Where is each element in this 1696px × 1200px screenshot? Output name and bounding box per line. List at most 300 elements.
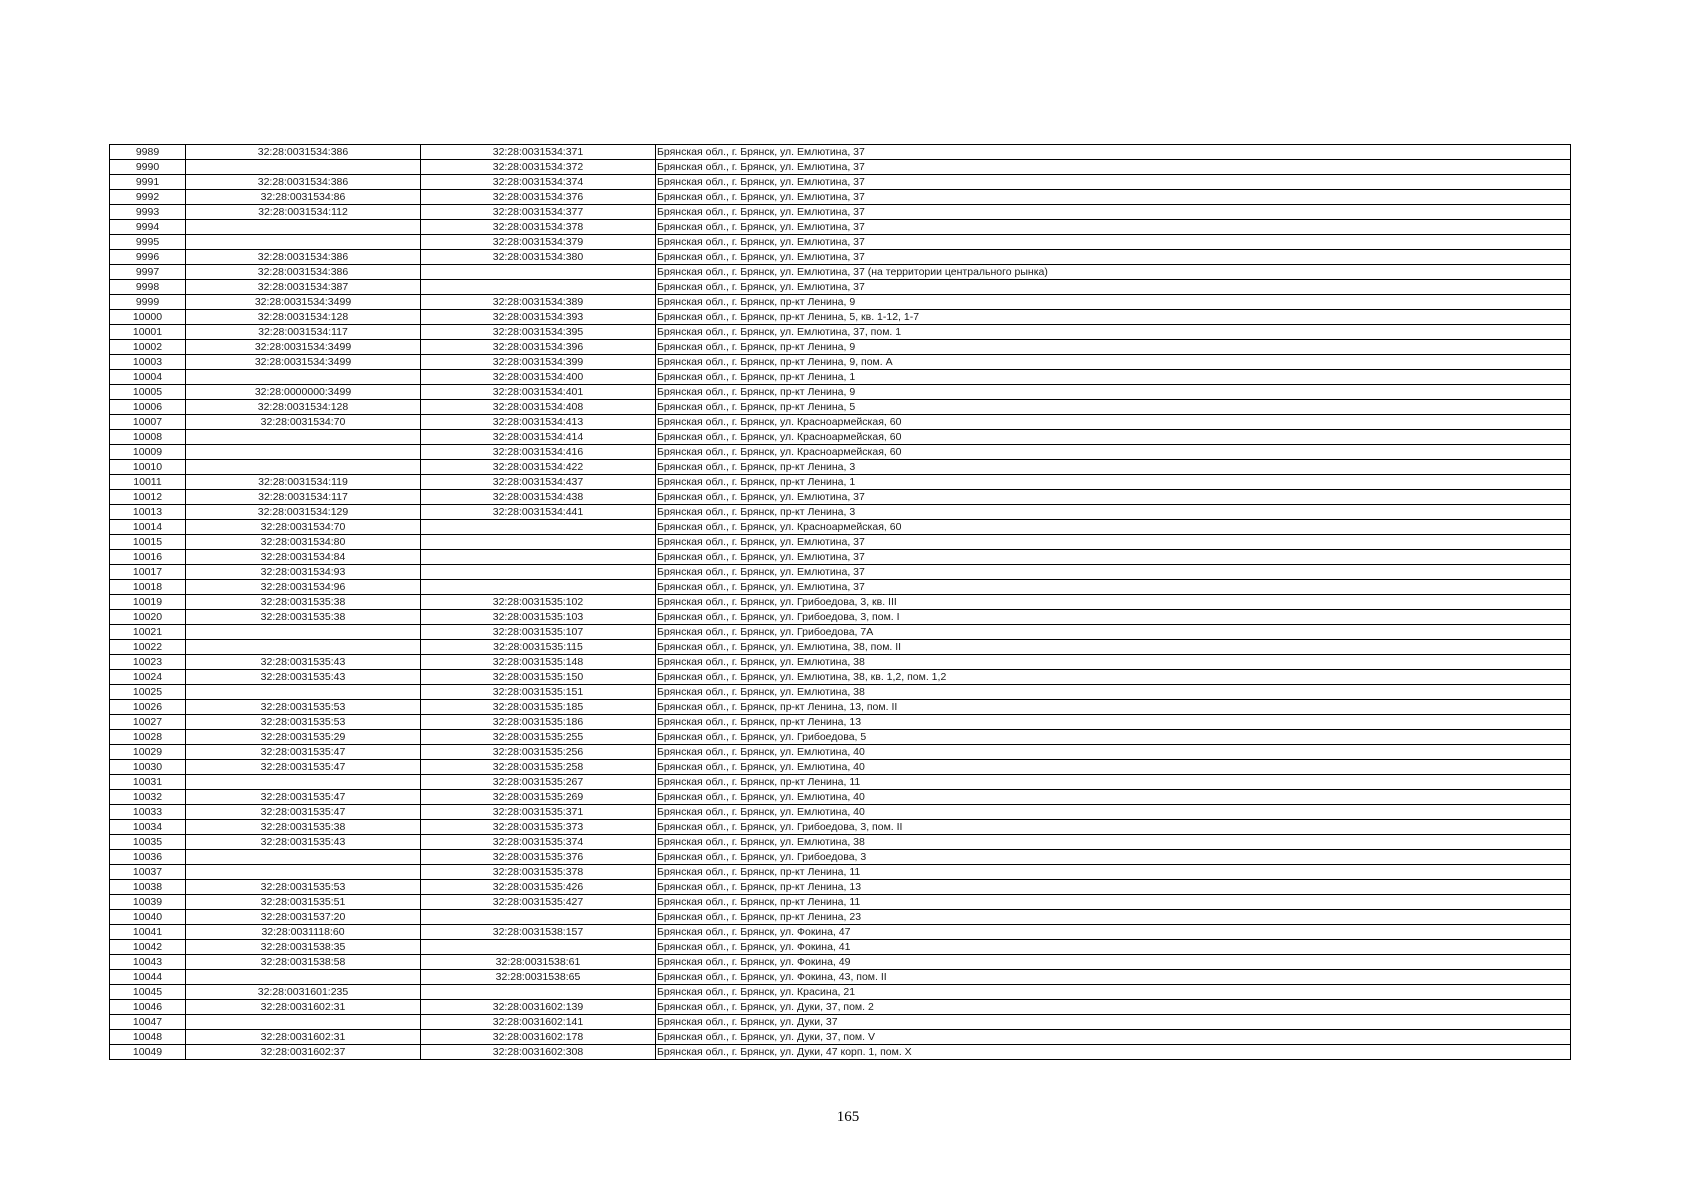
row-number-cell: 10023 — [110, 655, 186, 670]
land-cadastral-number-cell: 32:28:0031535:47 — [186, 805, 421, 820]
object-cadastral-number-cell: 32:28:0031534:372 — [421, 160, 656, 175]
table-row — [110, 1015, 1571, 1030]
land-cadastral-number-cell: 32:28:0031535:53 — [186, 700, 421, 715]
row-number-cell: 9999 — [110, 295, 186, 310]
table-row — [110, 295, 1571, 310]
address-cell: Брянская обл., г. Брянск, ул. Емлютина, 40 — [656, 760, 1571, 775]
row-number-cell: 10031 — [110, 775, 186, 790]
land-cadastral-number-cell — [186, 235, 421, 250]
object-cadastral-number-cell: 32:28:0031535:103 — [421, 610, 656, 625]
table-row — [110, 925, 1571, 940]
table-row — [110, 655, 1571, 670]
object-cadastral-number-cell: 32:28:0031534:416 — [421, 445, 656, 460]
land-cadastral-number-cell: 32:28:0031602:37 — [186, 1045, 421, 1060]
land-cadastral-number-cell — [186, 865, 421, 880]
address-cell: Брянская обл., г. Брянск, пр-кт Ленина, 23 — [656, 910, 1571, 925]
object-cadastral-number-cell: 32:28:0031535:374 — [421, 835, 656, 850]
row-number-cell: 10041 — [110, 925, 186, 940]
row-number-cell: 10019 — [110, 595, 186, 610]
land-cadastral-number-cell: 32:28:0031535:43 — [186, 835, 421, 850]
table-row — [110, 985, 1571, 1000]
object-cadastral-number-cell — [421, 910, 656, 925]
object-cadastral-number-cell: 32:28:0031534:376 — [421, 190, 656, 205]
table-row — [110, 355, 1571, 370]
land-cadastral-number-cell: 32:28:0031534:93 — [186, 565, 421, 580]
address-cell: Брянская обл., г. Брянск, ул. Дуки, 37, пом. V — [656, 1030, 1571, 1045]
object-cadastral-number-cell: 32:28:0031535:185 — [421, 700, 656, 715]
address-cell: Брянская обл., г. Брянск, ул. Красноармейская, 60 — [656, 520, 1571, 535]
row-number-cell: 9998 — [110, 280, 186, 295]
table-row — [110, 1030, 1571, 1045]
table-row — [110, 190, 1571, 205]
land-cadastral-number-cell: 32:28:0031534:86 — [186, 190, 421, 205]
land-cadastral-number-cell — [186, 460, 421, 475]
table-row — [110, 760, 1571, 775]
land-cadastral-number-cell: 32:28:0031534:119 — [186, 475, 421, 490]
land-cadastral-number-cell — [186, 445, 421, 460]
row-number-cell: 10044 — [110, 970, 186, 985]
row-number-cell: 10021 — [110, 625, 186, 640]
object-cadastral-number-cell: 32:28:0031535:115 — [421, 640, 656, 655]
table-row — [110, 415, 1571, 430]
object-cadastral-number-cell: 32:28:0031535:102 — [421, 595, 656, 610]
address-cell: Брянская обл., г. Брянск, ул. Емлютина, 40 — [656, 790, 1571, 805]
object-cadastral-number-cell: 32:28:0031535:258 — [421, 760, 656, 775]
address-cell: Брянская обл., г. Брянск, ул. Емлютина, 37 — [656, 160, 1571, 175]
land-cadastral-number-cell: 32:28:0031535:53 — [186, 880, 421, 895]
land-cadastral-number-cell: 32:28:0031534:128 — [186, 310, 421, 325]
table-row — [110, 550, 1571, 565]
row-number-cell: 10025 — [110, 685, 186, 700]
row-number-cell: 10043 — [110, 955, 186, 970]
row-number-cell: 10000 — [110, 310, 186, 325]
row-number-cell: 10049 — [110, 1045, 186, 1060]
row-number-cell: 9996 — [110, 250, 186, 265]
table-row — [110, 1000, 1571, 1015]
address-cell: Брянская обл., г. Брянск, ул. Дуки, 37 — [656, 1015, 1571, 1030]
row-number-cell: 9994 — [110, 220, 186, 235]
row-number-cell: 10013 — [110, 505, 186, 520]
table-row — [110, 475, 1571, 490]
table-row — [110, 820, 1571, 835]
table-row — [110, 670, 1571, 685]
address-cell: Брянская обл., г. Брянск, ул. Фокина, 41 — [656, 940, 1571, 955]
address-cell: Брянская обл., г. Брянск, пр-кт Ленина, 1 — [656, 370, 1571, 385]
land-cadastral-number-cell — [186, 370, 421, 385]
land-cadastral-number-cell: 32:28:0031534:3499 — [186, 340, 421, 355]
row-number-cell: 9993 — [110, 205, 186, 220]
object-cadastral-number-cell: 32:28:0031534:399 — [421, 355, 656, 370]
object-cadastral-number-cell — [421, 985, 656, 1000]
table-row — [110, 265, 1571, 280]
row-number-cell: 10008 — [110, 430, 186, 445]
address-cell: Брянская обл., г. Брянск, пр-кт Ленина, 13, пом. II — [656, 700, 1571, 715]
table-row — [110, 685, 1571, 700]
row-number-cell: 10024 — [110, 670, 186, 685]
address-cell: Брянская обл., г. Брянск, ул. Красноармейская, 60 — [656, 430, 1571, 445]
row-number-cell: 10001 — [110, 325, 186, 340]
land-cadastral-number-cell: 32:28:0031602:31 — [186, 1000, 421, 1015]
object-cadastral-number-cell: 32:28:0031535:376 — [421, 850, 656, 865]
row-number-cell: 10038 — [110, 880, 186, 895]
table-row — [110, 955, 1571, 970]
table-row — [110, 880, 1571, 895]
land-cadastral-number-cell — [186, 430, 421, 445]
table-row — [110, 160, 1571, 175]
table-row — [110, 370, 1571, 385]
object-cadastral-number-cell: 32:28:0031534:408 — [421, 400, 656, 415]
land-cadastral-number-cell: 32:28:0031534:117 — [186, 490, 421, 505]
address-cell: Брянская обл., г. Брянск, пр-кт Ленина, 9 — [656, 385, 1571, 400]
object-cadastral-number-cell: 32:28:0031534:441 — [421, 505, 656, 520]
row-number-cell: 10018 — [110, 580, 186, 595]
object-cadastral-number-cell: 32:28:0031534:395 — [421, 325, 656, 340]
address-cell: Брянская обл., г. Брянск, ул. Емлютина, 37 — [656, 175, 1571, 190]
object-cadastral-number-cell: 32:28:0031535:107 — [421, 625, 656, 640]
address-cell: Брянская обл., г. Брянск, ул. Емлютина, 37 — [656, 580, 1571, 595]
table-row — [110, 625, 1571, 640]
address-cell: Брянская обл., г. Брянск, пр-кт Ленина, 11 — [656, 865, 1571, 880]
row-number-cell: 9995 — [110, 235, 186, 250]
land-cadastral-number-cell: 32:28:0031534:84 — [186, 550, 421, 565]
land-cadastral-number-cell: 32:28:0031535:47 — [186, 745, 421, 760]
land-cadastral-number-cell: 32:28:0031535:43 — [186, 670, 421, 685]
address-cell: Брянская обл., г. Брянск, ул. Емлютина, 37 (на территории центрального рынка) — [656, 265, 1571, 280]
table-row — [110, 520, 1571, 535]
row-number-cell: 10017 — [110, 565, 186, 580]
row-number-cell: 10036 — [110, 850, 186, 865]
address-cell: Брянская обл., г. Брянск, ул. Емлютина, 38, кв. 1,2, пом. 1,2 — [656, 670, 1571, 685]
row-number-cell: 10011 — [110, 475, 186, 490]
row-number-cell: 9989 — [110, 145, 186, 160]
table-row — [110, 175, 1571, 190]
address-cell: Брянская обл., г. Брянск, пр-кт Ленина, 5 — [656, 400, 1571, 415]
object-cadastral-number-cell — [421, 580, 656, 595]
object-cadastral-number-cell: 32:28:0031602:308 — [421, 1045, 656, 1060]
object-cadastral-number-cell: 32:28:0031534:371 — [421, 145, 656, 160]
table-row — [110, 145, 1571, 160]
object-cadastral-number-cell: 32:28:0031535:373 — [421, 820, 656, 835]
row-number-cell: 10014 — [110, 520, 186, 535]
object-cadastral-number-cell: 32:28:0031535:426 — [421, 880, 656, 895]
land-cadastral-number-cell: 32:28:0031535:47 — [186, 760, 421, 775]
address-cell: Брянская обл., г. Брянск, ул. Емлютина, 37 — [656, 535, 1571, 550]
row-number-cell: 10034 — [110, 820, 186, 835]
object-cadastral-number-cell: 32:28:0031534:422 — [421, 460, 656, 475]
object-cadastral-number-cell: 32:28:0031534:377 — [421, 205, 656, 220]
address-cell: Брянская обл., г. Брянск, ул. Емлютина, 37 — [656, 490, 1571, 505]
row-number-cell: 10029 — [110, 745, 186, 760]
object-cadastral-number-cell: 32:28:0031602:141 — [421, 1015, 656, 1030]
address-cell: Брянская обл., г. Брянск, ул. Емлютина, 37 — [656, 220, 1571, 235]
land-cadastral-number-cell: 32:28:0031534:70 — [186, 520, 421, 535]
table-row — [110, 1045, 1571, 1060]
table-row — [110, 505, 1571, 520]
address-cell: Брянская обл., г. Брянск, ул. Емлютина, 37 — [656, 235, 1571, 250]
table-row — [110, 580, 1571, 595]
land-cadastral-number-cell — [186, 160, 421, 175]
records-table — [109, 144, 1571, 1060]
object-cadastral-number-cell — [421, 940, 656, 955]
address-cell: Брянская обл., г. Брянск, ул. Дуки, 37, пом. 2 — [656, 1000, 1571, 1015]
table-row — [110, 400, 1571, 415]
land-cadastral-number-cell: 32:28:0031535:38 — [186, 610, 421, 625]
land-cadastral-number-cell: 32:28:0031534:112 — [186, 205, 421, 220]
object-cadastral-number-cell: 32:28:0031602:178 — [421, 1030, 656, 1045]
object-cadastral-number-cell: 32:28:0031602:139 — [421, 1000, 656, 1015]
object-cadastral-number-cell: 32:28:0031535:427 — [421, 895, 656, 910]
land-cadastral-number-cell: 32:28:0031535:43 — [186, 655, 421, 670]
table-row — [110, 745, 1571, 760]
object-cadastral-number-cell: 32:28:0031535:378 — [421, 865, 656, 880]
land-cadastral-number-cell — [186, 220, 421, 235]
address-cell: Брянская обл., г. Брянск, ул. Грибоедова, 3 — [656, 850, 1571, 865]
row-number-cell: 10037 — [110, 865, 186, 880]
address-cell: Брянская обл., г. Брянск, ул. Емлютина, 37 — [656, 205, 1571, 220]
address-cell: Брянская обл., г. Брянск, пр-кт Ленина, 11 — [656, 895, 1571, 910]
address-cell: Брянская обл., г. Брянск, ул. Грибоедова, 7А — [656, 625, 1571, 640]
object-cadastral-number-cell: 32:28:0031534:401 — [421, 385, 656, 400]
address-cell: Брянская обл., г. Брянск, ул. Фокина, 47 — [656, 925, 1571, 940]
row-number-cell: 10004 — [110, 370, 186, 385]
table-row — [110, 280, 1571, 295]
address-cell: Брянская обл., г. Брянск, ул. Фокина, 43, пом. II — [656, 970, 1571, 985]
object-cadastral-number-cell: 32:28:0031534:413 — [421, 415, 656, 430]
land-cadastral-number-cell: 32:28:0031534:70 — [186, 415, 421, 430]
object-cadastral-number-cell: 32:28:0031534:380 — [421, 250, 656, 265]
land-cadastral-number-cell: 32:28:0031534:386 — [186, 250, 421, 265]
object-cadastral-number-cell: 32:28:0031534:414 — [421, 430, 656, 445]
table-row — [110, 610, 1571, 625]
table-row — [110, 205, 1571, 220]
row-number-cell: 9997 — [110, 265, 186, 280]
address-cell: Брянская обл., г. Брянск, ул. Емлютина, 38, пом. II — [656, 640, 1571, 655]
row-number-cell: 10030 — [110, 760, 186, 775]
row-number-cell: 9991 — [110, 175, 186, 190]
object-cadastral-number-cell: 32:28:0031535:371 — [421, 805, 656, 820]
address-cell: Брянская обл., г. Брянск, пр-кт Ленина, 5, кв. 1-12, 1-7 — [656, 310, 1571, 325]
table-row — [110, 730, 1571, 745]
object-cadastral-number-cell: 32:28:0031534:389 — [421, 295, 656, 310]
table-row — [110, 565, 1571, 580]
row-number-cell: 10048 — [110, 1030, 186, 1045]
address-cell: Брянская обл., г. Брянск, пр-кт Ленина, 13 — [656, 880, 1571, 895]
address-cell: Брянская обл., г. Брянск, ул. Емлютина, 37 — [656, 550, 1571, 565]
land-cadastral-number-cell — [186, 685, 421, 700]
object-cadastral-number-cell: 32:28:0031535:148 — [421, 655, 656, 670]
table-row — [110, 250, 1571, 265]
row-number-cell: 9990 — [110, 160, 186, 175]
row-number-cell: 10027 — [110, 715, 186, 730]
table-row — [110, 595, 1571, 610]
address-cell: Брянская обл., г. Брянск, ул. Грибоедова, 3, пом. I — [656, 610, 1571, 625]
address-cell: Брянская обл., г. Брянск, ул. Емлютина, 38 — [656, 655, 1571, 670]
land-cadastral-number-cell: 32:28:0031534:387 — [186, 280, 421, 295]
table-row — [110, 445, 1571, 460]
address-cell: Брянская обл., г. Брянск, ул. Грибоедова, 3, кв. III — [656, 595, 1571, 610]
address-cell: Брянская обл., г. Брянск, пр-кт Ленина, 11 — [656, 775, 1571, 790]
row-number-cell: 9992 — [110, 190, 186, 205]
address-cell: Брянская обл., г. Брянск, ул. Емлютина, 37 — [656, 190, 1571, 205]
address-cell: Брянская обл., г. Брянск, ул. Фокина, 49 — [656, 955, 1571, 970]
row-number-cell: 10046 — [110, 1000, 186, 1015]
row-number-cell: 10047 — [110, 1015, 186, 1030]
land-cadastral-number-cell: 32:28:0031535:38 — [186, 595, 421, 610]
row-number-cell: 10006 — [110, 400, 186, 415]
address-cell: Брянская обл., г. Брянск, ул. Емлютина, 37, пом. 1 — [656, 325, 1571, 340]
land-cadastral-number-cell: 32:28:0031538:35 — [186, 940, 421, 955]
table-row — [110, 220, 1571, 235]
land-cadastral-number-cell: 32:28:0031535:29 — [186, 730, 421, 745]
table-row — [110, 775, 1571, 790]
table-row — [110, 385, 1571, 400]
table-row — [110, 490, 1571, 505]
object-cadastral-number-cell: 32:28:0031534:393 — [421, 310, 656, 325]
object-cadastral-number-cell: 32:28:0031538:65 — [421, 970, 656, 985]
object-cadastral-number-cell: 32:28:0031538:61 — [421, 955, 656, 970]
object-cadastral-number-cell — [421, 535, 656, 550]
land-cadastral-number-cell: 32:28:0000000:3499 — [186, 385, 421, 400]
land-cadastral-number-cell: 32:28:0031534:386 — [186, 145, 421, 160]
table-row — [110, 970, 1571, 985]
object-cadastral-number-cell — [421, 265, 656, 280]
land-cadastral-number-cell — [186, 850, 421, 865]
object-cadastral-number-cell: 32:28:0031534:378 — [421, 220, 656, 235]
row-number-cell: 10009 — [110, 445, 186, 460]
address-cell: Брянская обл., г. Брянск, ул. Красина, 21 — [656, 985, 1571, 1000]
table-row — [110, 850, 1571, 865]
table-row — [110, 235, 1571, 250]
land-cadastral-number-cell: 32:28:0031534:128 — [186, 400, 421, 415]
row-number-cell: 10016 — [110, 550, 186, 565]
address-cell: Брянская обл., г. Брянск, ул. Емлютина, 40 — [656, 805, 1571, 820]
table-row — [110, 835, 1571, 850]
row-number-cell: 10033 — [110, 805, 186, 820]
object-cadastral-number-cell: 32:28:0031534:374 — [421, 175, 656, 190]
row-number-cell: 10002 — [110, 340, 186, 355]
address-cell: Брянская обл., г. Брянск, пр-кт Ленина, 13 — [656, 715, 1571, 730]
object-cadastral-number-cell: 32:28:0031535:186 — [421, 715, 656, 730]
row-number-cell: 10026 — [110, 700, 186, 715]
address-cell: Брянская обл., г. Брянск, ул. Емлютина, 38 — [656, 685, 1571, 700]
land-cadastral-number-cell: 32:28:0031535:53 — [186, 715, 421, 730]
records-table-body — [110, 145, 1571, 1060]
table-row — [110, 460, 1571, 475]
row-number-cell: 10003 — [110, 355, 186, 370]
table-row — [110, 805, 1571, 820]
table-row — [110, 535, 1571, 550]
land-cadastral-number-cell: 32:28:0031534:386 — [186, 265, 421, 280]
address-cell: Брянская обл., г. Брянск, пр-кт Ленина, 9 — [656, 295, 1571, 310]
land-cadastral-number-cell: 32:28:0031601:235 — [186, 985, 421, 1000]
table-row — [110, 895, 1571, 910]
address-cell: Брянская обл., г. Брянск, ул. Грибоедова, 3, пом. II — [656, 820, 1571, 835]
row-number-cell: 10010 — [110, 460, 186, 475]
land-cadastral-number-cell: 32:28:0031535:38 — [186, 820, 421, 835]
page-number: 165 — [836, 1109, 860, 1125]
table-row — [110, 865, 1571, 880]
address-cell: Брянская обл., г. Брянск, ул. Емлютина, 37 — [656, 145, 1571, 160]
land-cadastral-number-cell: 32:28:0031534:3499 — [186, 355, 421, 370]
object-cadastral-number-cell: 32:28:0031534:396 — [421, 340, 656, 355]
address-cell: Брянская обл., г. Брянск, ул. Емлютина, 37 — [656, 565, 1571, 580]
land-cadastral-number-cell: 32:28:0031535:51 — [186, 895, 421, 910]
row-number-cell: 10020 — [110, 610, 186, 625]
address-cell: Брянская обл., г. Брянск, ул. Красноармейская, 60 — [656, 445, 1571, 460]
address-cell: Брянская обл., г. Брянск, пр-кт Ленина, 1 — [656, 475, 1571, 490]
object-cadastral-number-cell: 32:28:0031535:269 — [421, 790, 656, 805]
table-row — [110, 430, 1571, 445]
table-row — [110, 310, 1571, 325]
row-number-cell: 10032 — [110, 790, 186, 805]
land-cadastral-number-cell: 32:28:0031534:80 — [186, 535, 421, 550]
land-cadastral-number-cell: 32:28:0031534:129 — [186, 505, 421, 520]
object-cadastral-number-cell: 32:28:0031534:379 — [421, 235, 656, 250]
object-cadastral-number-cell: 32:28:0031534:437 — [421, 475, 656, 490]
address-cell: Брянская обл., г. Брянск, ул. Емлютина, 40 — [656, 745, 1571, 760]
table-row — [110, 715, 1571, 730]
address-cell: Брянская обл., г. Брянск, ул. Дуки, 47 корп. 1, пом. X — [656, 1045, 1571, 1060]
address-cell: Брянская обл., г. Брянск, ул. Емлютина, 37 — [656, 280, 1571, 295]
land-cadastral-number-cell: 32:28:0031118:60 — [186, 925, 421, 940]
row-number-cell: 10007 — [110, 415, 186, 430]
object-cadastral-number-cell: 32:28:0031535:150 — [421, 670, 656, 685]
row-number-cell: 10005 — [110, 385, 186, 400]
row-number-cell: 10015 — [110, 535, 186, 550]
land-cadastral-number-cell: 32:28:0031534:117 — [186, 325, 421, 340]
object-cadastral-number-cell: 32:28:0031535:151 — [421, 685, 656, 700]
table-row — [110, 340, 1571, 355]
object-cadastral-number-cell — [421, 565, 656, 580]
land-cadastral-number-cell: 32:28:0031537:20 — [186, 910, 421, 925]
land-cadastral-number-cell — [186, 625, 421, 640]
table-row — [110, 910, 1571, 925]
land-cadastral-number-cell: 32:28:0031534:96 — [186, 580, 421, 595]
row-number-cell: 10012 — [110, 490, 186, 505]
object-cadastral-number-cell: 32:28:0031535:255 — [421, 730, 656, 745]
address-cell: Брянская обл., г. Брянск, пр-кт Ленина, 3 — [656, 460, 1571, 475]
land-cadastral-number-cell: 32:28:0031538:58 — [186, 955, 421, 970]
row-number-cell: 10045 — [110, 985, 186, 1000]
table-row — [110, 790, 1571, 805]
land-cadastral-number-cell: 32:28:0031534:3499 — [186, 295, 421, 310]
address-cell: Брянская обл., г. Брянск, ул. Грибоедова, 5 — [656, 730, 1571, 745]
address-cell: Брянская обл., г. Брянск, ул. Емлютина, 37 — [656, 250, 1571, 265]
land-cadastral-number-cell: 32:28:0031535:47 — [186, 790, 421, 805]
row-number-cell: 10022 — [110, 640, 186, 655]
land-cadastral-number-cell — [186, 970, 421, 985]
object-cadastral-number-cell: 32:28:0031535:256 — [421, 745, 656, 760]
object-cadastral-number-cell — [421, 280, 656, 295]
land-cadastral-number-cell — [186, 775, 421, 790]
object-cadastral-number-cell: 32:28:0031534:400 — [421, 370, 656, 385]
table-row — [110, 700, 1571, 715]
land-cadastral-number-cell: 32:28:0031534:386 — [186, 175, 421, 190]
object-cadastral-number-cell: 32:28:0031534:438 — [421, 490, 656, 505]
table-row — [110, 640, 1571, 655]
address-cell: Брянская обл., г. Брянск, ул. Емлютина, 38 — [656, 835, 1571, 850]
row-number-cell: 10035 — [110, 835, 186, 850]
address-cell: Брянская обл., г. Брянск, пр-кт Ленина, 9 — [656, 340, 1571, 355]
row-number-cell: 10039 — [110, 895, 186, 910]
object-cadastral-number-cell: 32:28:0031538:157 — [421, 925, 656, 940]
object-cadastral-number-cell — [421, 550, 656, 565]
table-row — [110, 325, 1571, 340]
land-cadastral-number-cell — [186, 1015, 421, 1030]
land-cadastral-number-cell — [186, 640, 421, 655]
row-number-cell: 10042 — [110, 940, 186, 955]
address-cell: Брянская обл., г. Брянск, ул. Красноармейская, 60 — [656, 415, 1571, 430]
